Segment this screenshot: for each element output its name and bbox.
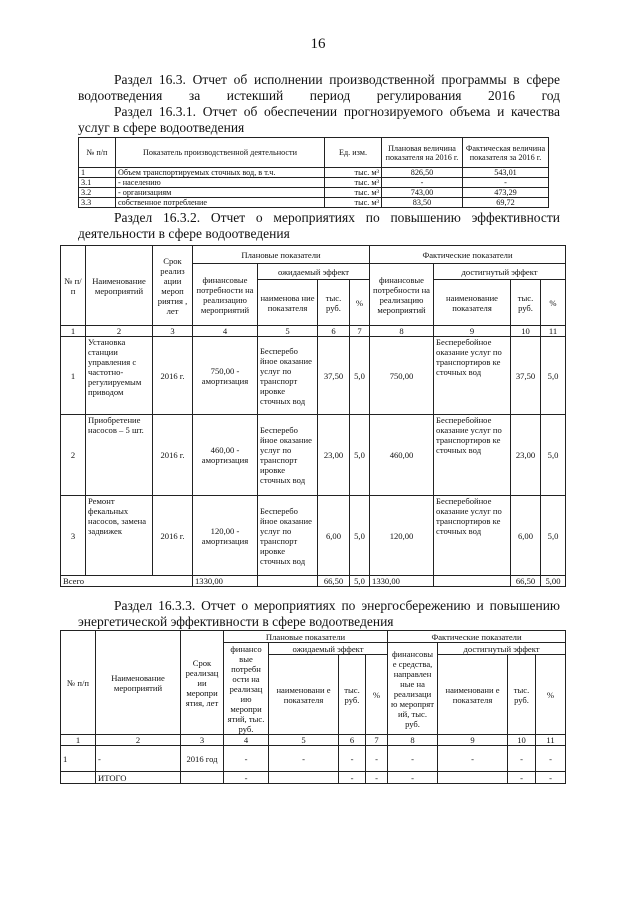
table-cell: Бесперебойное оказание услуг по транспортиров ке сточных вод <box>434 415 511 496</box>
table-cell: 6,00 <box>511 496 541 576</box>
table-cell: Ремонт фекальных насосов, замена задвижек <box>86 496 153 576</box>
table-cell: Бесперебо йное оказание услуг по транспорт ировке сточных вод <box>258 337 318 415</box>
table-header: Наименование мероприятий <box>96 631 181 735</box>
table-cell <box>269 772 339 784</box>
table-cell: 460,00 <box>370 415 434 496</box>
table-cell: 473,29 <box>463 188 549 198</box>
table-cell: - <box>339 772 366 784</box>
heading-16-3-1: Раздел 16.3.1. Отчет об обеспечении прогнозируемого объема и качества услуг в сфере водоотведения <box>78 104 560 135</box>
table-cell: - населению <box>116 178 325 188</box>
column-number: 6 <box>318 326 350 337</box>
table-header: достигнутый эффект <box>438 643 566 655</box>
table-cell: 3.1 <box>79 178 116 188</box>
table-cell: 5,0 <box>350 496 370 576</box>
table-cell <box>258 576 318 587</box>
column-number: 4 <box>224 735 269 746</box>
table-header: финансо вые потребн ости на реализац ию меропри ятий, тыс. руб. <box>224 643 269 735</box>
table-cell: 3.2 <box>79 188 116 198</box>
column-number: 2 <box>86 326 153 337</box>
table-cell: - <box>463 178 549 188</box>
table-header: наименова ние показателя <box>258 280 318 326</box>
table-cell: 3 <box>61 496 86 576</box>
table-row-total <box>61 772 566 784</box>
table-cell: 750,00 <box>370 337 434 415</box>
table-header: Плановая величина показателя на 2016 г. <box>382 138 463 168</box>
table-header: Плановые показатели <box>193 246 370 264</box>
column-number: 11 <box>541 326 566 337</box>
table-cell: 2 <box>61 415 86 496</box>
total-label: ИТОГО <box>96 772 181 784</box>
table-cell: - <box>366 772 388 784</box>
column-number: 7 <box>350 326 370 337</box>
table-header: Срок реализац ии меропри ятия, лет <box>181 631 224 735</box>
table-header: наименовани е показателя <box>438 655 508 735</box>
table-cell: - <box>269 746 339 772</box>
table-cell: 120,00 - амортизация <box>193 496 258 576</box>
table-header: % <box>536 655 566 735</box>
table-cell: - <box>224 772 269 784</box>
table-header: наименование показателя <box>434 280 511 326</box>
table-row <box>61 746 566 772</box>
table-header: ожидаемый эффект <box>269 643 388 655</box>
column-number: 1 <box>61 326 86 337</box>
table-cell: - <box>388 746 438 772</box>
table-header: достигнутый эффект <box>434 264 566 280</box>
table-cell: 460,00 - амортизация <box>193 415 258 496</box>
table-cell: 1 <box>79 168 116 178</box>
table-cell: 6,00 <box>318 496 350 576</box>
table-cell: 23,00 <box>318 415 350 496</box>
table-cell: 66,50 <box>318 576 350 587</box>
table-cell: 5,0 <box>350 576 370 587</box>
table-cell: собственное потребление <box>116 198 325 208</box>
table-header: № п/ п <box>61 246 86 326</box>
table-header: тыс. руб. <box>318 280 350 326</box>
table-cell: Бесперебо йное оказание услуг по транспорт ировке сточных вод <box>258 415 318 496</box>
table-header: Срок реализ ации мероп риятия , лет <box>153 246 193 326</box>
total-label: Всего <box>61 576 193 587</box>
table-cell: - <box>508 746 536 772</box>
table-cell: 2016 год <box>181 746 224 772</box>
table-cell: 750,00 - амортизация <box>193 337 258 415</box>
table-header: Фактические показатели <box>370 246 566 264</box>
table-cell: тыс. м³ <box>325 188 382 198</box>
table-cell: тыс. м³ <box>325 198 382 208</box>
table-header: ожидаемый эффект <box>258 264 370 280</box>
table-cell: 37,50 <box>318 337 350 415</box>
table-cell: 2016 г. <box>153 337 193 415</box>
table-cell: - <box>339 746 366 772</box>
column-number: 1 <box>61 735 96 746</box>
table-header: Показатель производственной деятельности <box>116 138 325 168</box>
table-cell: 5,0 <box>350 337 370 415</box>
table-cell: 5,0 <box>350 415 370 496</box>
table-cell: 2016 г. <box>153 496 193 576</box>
table-header: тыс. руб. <box>339 655 366 735</box>
table-cell: - <box>508 772 536 784</box>
column-number: 3 <box>153 326 193 337</box>
table-cell: - <box>224 746 269 772</box>
table-cell: 1330,00 <box>193 576 258 587</box>
table-cell: Приобретение насосов – 5 шт. <box>86 415 153 496</box>
table-cell: - организациям <box>116 188 325 198</box>
column-number: 5 <box>258 326 318 337</box>
table-cell: Бесперебойное оказание услуг по транспортиров ке сточных вод <box>434 496 511 576</box>
table-cell: 5,00 <box>541 576 566 587</box>
table-cell: 1330,00 <box>370 576 434 587</box>
column-number: 9 <box>438 735 508 746</box>
table-header: % <box>350 280 370 326</box>
efficiency-measures-table <box>60 245 566 587</box>
table-cell: 826,50 <box>382 168 463 178</box>
table-header: финансовы е средства, направлен ные на реализаци ю меропрят ий, тыс. руб. <box>388 643 438 735</box>
column-number: 11 <box>536 735 566 746</box>
column-number: 7 <box>366 735 388 746</box>
column-number: 3 <box>181 735 224 746</box>
table-cell: 1 <box>61 746 96 772</box>
table-cell: 120,00 <box>370 496 434 576</box>
table-cell: - <box>382 178 463 188</box>
table-cell: 5,0 <box>541 496 566 576</box>
table-cell: - <box>388 772 438 784</box>
table-header: Наименование мероприятий <box>86 246 153 326</box>
table-cell: 3.3 <box>79 198 116 208</box>
table-header: финансовые потребности на реализацию мероприятий <box>370 264 434 326</box>
table-header: % <box>541 280 566 326</box>
table-cell: 83,50 <box>382 198 463 208</box>
heading-16-3-2: Раздел 16.3.2. Отчет о мероприятиях по повышению эффективности деятельности в сфере водоотведения <box>78 210 560 241</box>
table-cell <box>61 772 96 784</box>
column-number: 8 <box>388 735 438 746</box>
table-cell: - <box>96 746 181 772</box>
table-header: Фактические показатели <box>388 631 566 643</box>
table-header: № п/п <box>79 138 116 168</box>
table-cell: 5,0 <box>541 415 566 496</box>
column-number: 6 <box>339 735 366 746</box>
table-header: тыс. руб. <box>511 280 541 326</box>
table-row <box>61 496 566 576</box>
energy-saving-measures-table <box>60 630 566 784</box>
table-cell <box>181 772 224 784</box>
table-row <box>61 415 566 496</box>
table-cell: 66,50 <box>511 576 541 587</box>
table-cell: Бесперебойное оказание услуг по транспортиров ке сточных вод <box>434 337 511 415</box>
table-cell: - <box>366 746 388 772</box>
table-cell: 69,72 <box>463 198 549 208</box>
column-number: 10 <box>511 326 541 337</box>
table-cell: 5,0 <box>541 337 566 415</box>
table-header: Фактическая величина показателя за 2016 г. <box>463 138 549 168</box>
table-cell: 23,00 <box>511 415 541 496</box>
table-cell: 743,00 <box>382 188 463 198</box>
production-indicators-table <box>78 137 549 208</box>
table-cell: тыс. м³ <box>325 178 382 188</box>
table-header: финансовые потребности на реализацию мероприятий <box>193 264 258 326</box>
table-header: Плановые показатели <box>224 631 388 643</box>
table-cell: Установка станции управления с частотно-регулируемым приводом <box>86 337 153 415</box>
table-cell <box>438 772 508 784</box>
table-cell: - <box>438 746 508 772</box>
column-number: 2 <box>96 735 181 746</box>
table-cell: - <box>536 772 566 784</box>
table-cell: Объем транспортируемых сточных вод, в т.ч. <box>116 168 325 178</box>
heading-16-3: Раздел 16.3. Отчет об исполнении производственной программы в сфере водоотведения за истекший период регулирования 2016 год <box>78 72 560 103</box>
table-cell: 1 <box>61 337 86 415</box>
column-number: 8 <box>370 326 434 337</box>
column-number: 5 <box>269 735 339 746</box>
table-row <box>61 337 566 415</box>
table-cell: 37,50 <box>511 337 541 415</box>
table-cell <box>434 576 511 587</box>
column-number: 4 <box>193 326 258 337</box>
table-cell: Бесперебо йное оказание услуг по транспорт ировке сточных вод <box>258 496 318 576</box>
column-number: 9 <box>434 326 511 337</box>
table-cell: 2016 г. <box>153 415 193 496</box>
table-cell: тыс. м³ <box>325 168 382 178</box>
table-header: № п/п <box>61 631 96 735</box>
heading-16-3-3: Раздел 16.3.3. Отчет о мероприятиях по энергосбережению и повышению энергетической эффективности в сфере водоотведения <box>78 598 560 629</box>
table-cell: - <box>536 746 566 772</box>
table-header: Ед. изм. <box>325 138 382 168</box>
page-number: 16 <box>310 36 326 52</box>
table-header: тыс. руб. <box>508 655 536 735</box>
table-row-total <box>61 576 566 587</box>
table-cell: 543,01 <box>463 168 549 178</box>
table-header: % <box>366 655 388 735</box>
column-number: 10 <box>508 735 536 746</box>
table-header: наименовани е показателя <box>269 655 339 735</box>
